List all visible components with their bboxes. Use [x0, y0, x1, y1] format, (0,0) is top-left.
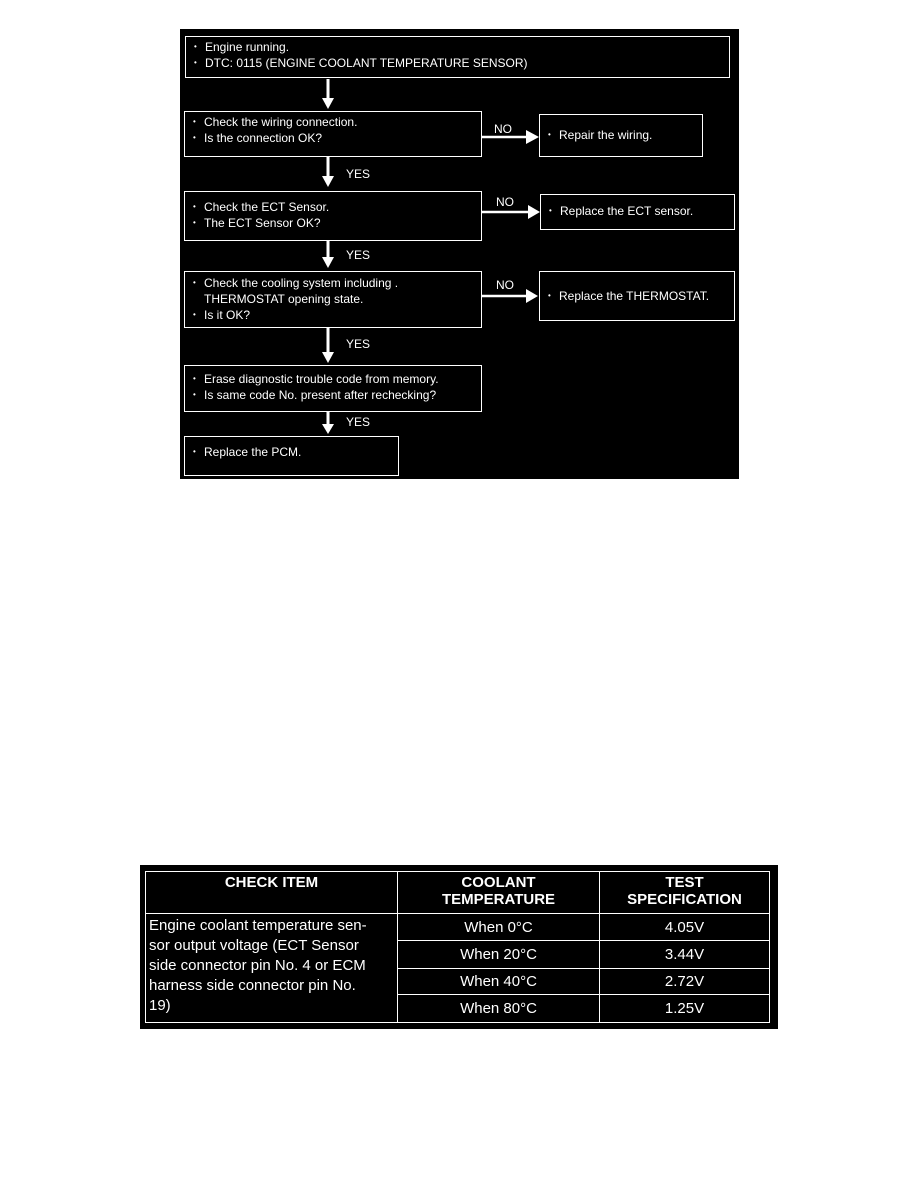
flow-box-check-cooling	[184, 271, 482, 328]
yes-label-cooling: YES	[346, 337, 371, 351]
bullet-icon: •	[193, 374, 196, 383]
bullet-icon: •	[549, 206, 552, 215]
yes-label-ect: YES	[346, 248, 371, 262]
flow-box-text: Replace the THERMOSTAT.	[559, 289, 710, 303]
flow-box-text: Engine running.	[205, 40, 290, 54]
bullet-icon: •	[193, 447, 196, 456]
flow-box-line	[194, 39, 723, 55]
flow-box-line	[193, 114, 475, 130]
flow-box-line	[193, 371, 475, 387]
flow-box-line	[548, 127, 696, 143]
flow-box-text: The ECT Sensor OK?	[204, 216, 321, 230]
flow-box-replace-thermostat	[539, 271, 735, 321]
bullet-icon: •	[194, 58, 197, 67]
flow-box-line	[548, 288, 728, 304]
flow-box-text: Erase diagnostic trouble code from memory.	[204, 372, 439, 386]
flow-box-line	[193, 215, 475, 231]
flow-box-check-wiring	[184, 111, 482, 157]
flow-box-line	[193, 291, 475, 307]
header-test-specification: TEST SPECIFICATION	[600, 872, 770, 914]
flow-box-repair-wiring	[539, 114, 703, 157]
temperature-cell: When 0°C	[398, 914, 600, 941]
bullet-icon: •	[548, 130, 551, 139]
flow-box-start	[185, 36, 730, 78]
bullet-icon: •	[193, 218, 196, 227]
bullet-icon: •	[193, 310, 196, 319]
flow-box-line	[193, 387, 475, 403]
no-label-wiring: NO	[494, 122, 512, 136]
yes-label-erase: YES	[346, 415, 371, 429]
flow-box-text: Check the wiring connection.	[204, 115, 358, 129]
specification-cell: 4.05V	[600, 914, 770, 941]
arrow-start-to-wiring	[322, 79, 334, 109]
no-label-ect: NO	[496, 195, 514, 209]
flow-box-text: Is same code No. present after rechecking?	[204, 388, 437, 402]
yes-label-wiring: YES	[346, 167, 371, 181]
arrow-cooling-to-erase	[322, 328, 334, 363]
flow-box-line	[194, 55, 723, 71]
flow-box-line	[193, 130, 475, 146]
bullet-icon: •	[548, 291, 551, 300]
bullet-icon: •	[193, 390, 196, 399]
temperature-cell: When 20°C	[398, 941, 600, 968]
temperature-cell: When 80°C	[398, 994, 600, 1022]
header-check-item: CHECK ITEM	[146, 872, 398, 914]
bullet-icon: •	[193, 133, 196, 142]
flow-box-text: Repair the wiring.	[559, 128, 653, 142]
flow-box-text: DTC: 0115 (ENGINE COOLANT TEMPERATURE SENSOR)	[205, 56, 528, 70]
no-label-cooling: NO	[496, 278, 514, 292]
flow-box-replace-pcm	[184, 436, 399, 476]
bullet-icon	[193, 291, 204, 307]
check-item-cell: Engine coolant temperature sen- sor output voltage (ECT Sensor side connector pin No. 4 or ECM harness side connector pin No. 19)	[146, 914, 398, 1023]
flow-box-line	[549, 203, 728, 219]
flow-box-text: Check the cooling system including .	[204, 276, 399, 290]
flow-box-text: Replace the ECT sensor.	[560, 204, 694, 218]
temperature-cell: When 40°C	[398, 968, 600, 994]
flow-box-text: Is it OK?	[204, 308, 251, 322]
flow-box-replace-ect	[540, 194, 735, 230]
bullet-icon: •	[193, 278, 196, 287]
flow-box-text: THERMOSTAT opening state.	[204, 292, 364, 306]
header-coolant-temperature: COOLANT TEMPERATURE	[398, 872, 600, 914]
specification-cell: 1.25V	[600, 994, 770, 1022]
specification-cell: 2.72V	[600, 968, 770, 994]
flow-box-line	[193, 444, 392, 460]
flow-box-line	[193, 275, 475, 291]
flow-box-text: Replace the PCM.	[204, 445, 302, 459]
flow-box-line	[193, 307, 475, 323]
flow-box-erase-dtc	[184, 365, 482, 412]
bullet-icon: •	[194, 42, 197, 51]
arrow-ect-to-cooling	[322, 241, 334, 268]
arrow-wiring-to-ect	[322, 157, 334, 187]
bullet-icon: •	[193, 117, 196, 126]
specification-cell: 3.44V	[600, 941, 770, 968]
troubleshooting-flowchart	[180, 29, 739, 479]
flow-box-check-ect	[184, 191, 482, 241]
test-specification-table	[140, 865, 778, 1029]
flow-box-line	[193, 199, 475, 215]
arrow-erase-to-pcm	[322, 412, 334, 434]
bullet-icon: •	[193, 202, 196, 211]
flow-box-text: Is the connection OK?	[204, 131, 323, 145]
flow-box-text: Check the ECT Sensor.	[204, 200, 330, 214]
